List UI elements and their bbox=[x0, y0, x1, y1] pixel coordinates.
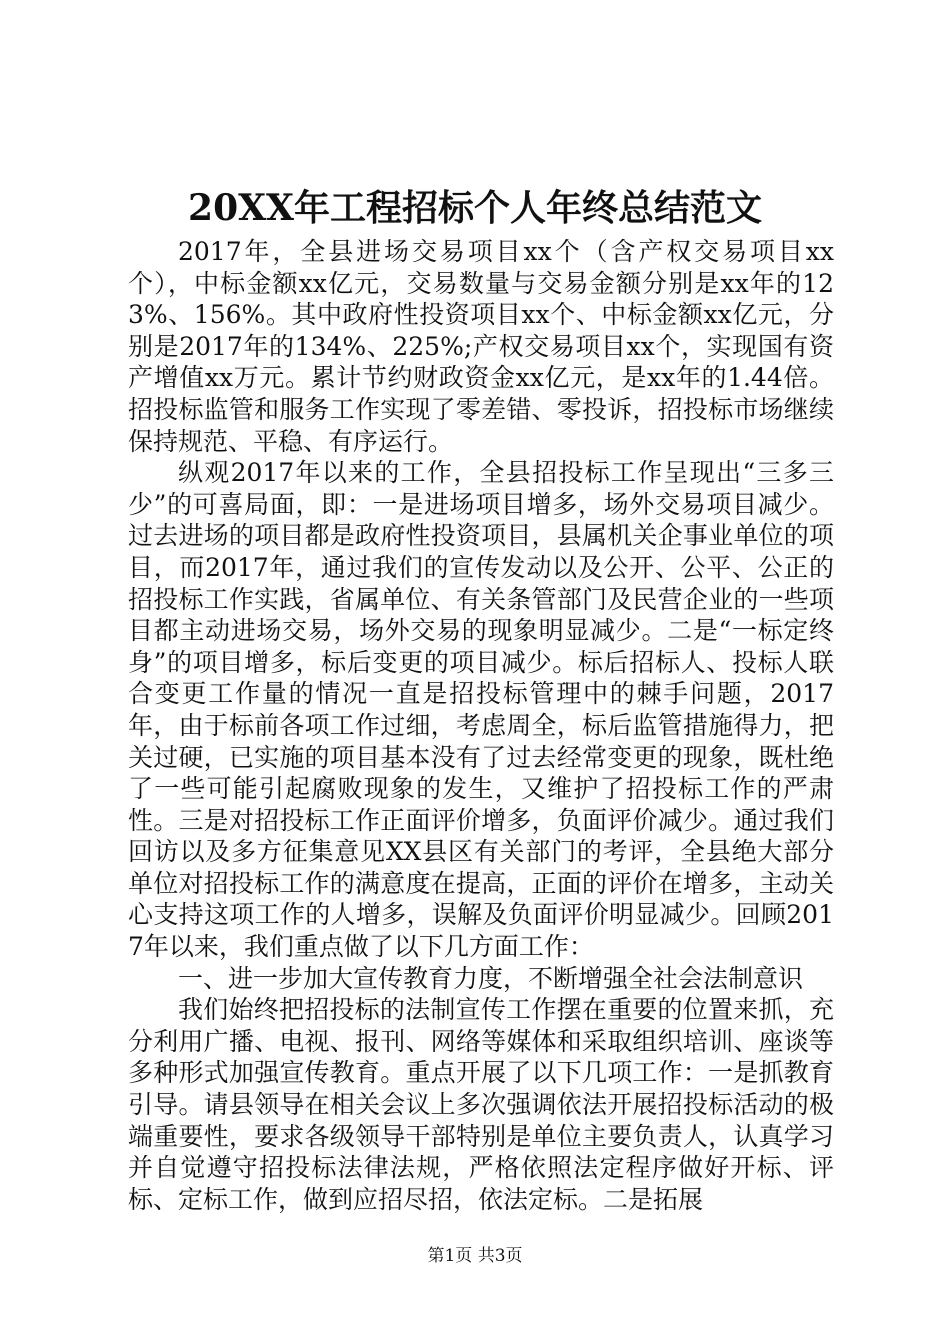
section-heading: 一、进一步加大宣传教育力度，不断增强全社会法制意识 bbox=[178, 963, 804, 993]
document-body bbox=[128, 236, 834, 1215]
paragraph-overview: 纵观2017年以来的工作，全县招投标工作呈现出“三多三少”的可喜局面，即：一是进场项目增多，场外交易项目减少。过去进场的项目都是政府性投资项目，县属机关企事业单位的项目，而2017年，通过我们的宣传发动以及公开、公平、公正的招投标工作实践，省属单位、有关条管部门及民营企业的一些项目都主动进场交易，场外交易的现象明显减少。二是“一标定终身”的项目增多，标后变更的项目减少。标后招标人、投标人联合变更工作量的情况一直是招投标管理中的棘手问题，2017年，由于标前各项工作过细，考虑周全，标后监管措施得力，把关过硬，已实施的项目基本没有了过去经常变更的现象，既杜绝了一些可能引起腐败现象的发生，又维护了招投标工作的严肃性。三是对招投标工作正面评价增多，负面评价减少。通过我们回访以及多方征集意见XX县区有关部门的考评，全县绝大部分单位对招投标工作的满意度在提高，正面的评价在增多，主动关心支持这项工作的人增多，误解及负面评价明显减少。回顾2017年以来，我们重点做了以下几方面工作： bbox=[128, 458, 834, 962]
document-title: 20XX年工程招标个人年终总结范文 bbox=[188, 187, 762, 229]
page-number-footer: 第1页 共3页 bbox=[427, 1246, 523, 1266]
paragraph-summary: 2017年，全县进场交易项目xx个（含产权交易项目xx个），中标金额xx亿元，交易数量与交易金额分别是xx年的123%、156%。其中政府性投资项目xx个、中标金额xx亿元，分别是2017年的134%、225%;产权交易项目xx个，实现国有资产增值xx万元。累计节约财政资金xx亿元，是xx年的1.44倍。招投标监管和服务工作实现了零差错、零投诉，招投标市场继续保持规范、平稳、有序运行。 bbox=[128, 237, 834, 456]
paragraph-publicity: 我们始终把招投标的法制宣传工作摆在重要的位置来抓，充分利用广播、电视、报刊、网络等媒体和采取组织培训、座谈等多种形式加强宣传教育。重点开展了以下几项工作：一是抓教育引导。请县领导在相关会议上多次强调依法开展招投标活动的极端重要性，要求各级领导干部特别是单位主要负责人，认真学习并自觉遵守招投标法律法规，严格依照法定程序做好开标、评标、定标工作，做到应招尽招，依法定标。二是拓展 bbox=[128, 995, 834, 1214]
